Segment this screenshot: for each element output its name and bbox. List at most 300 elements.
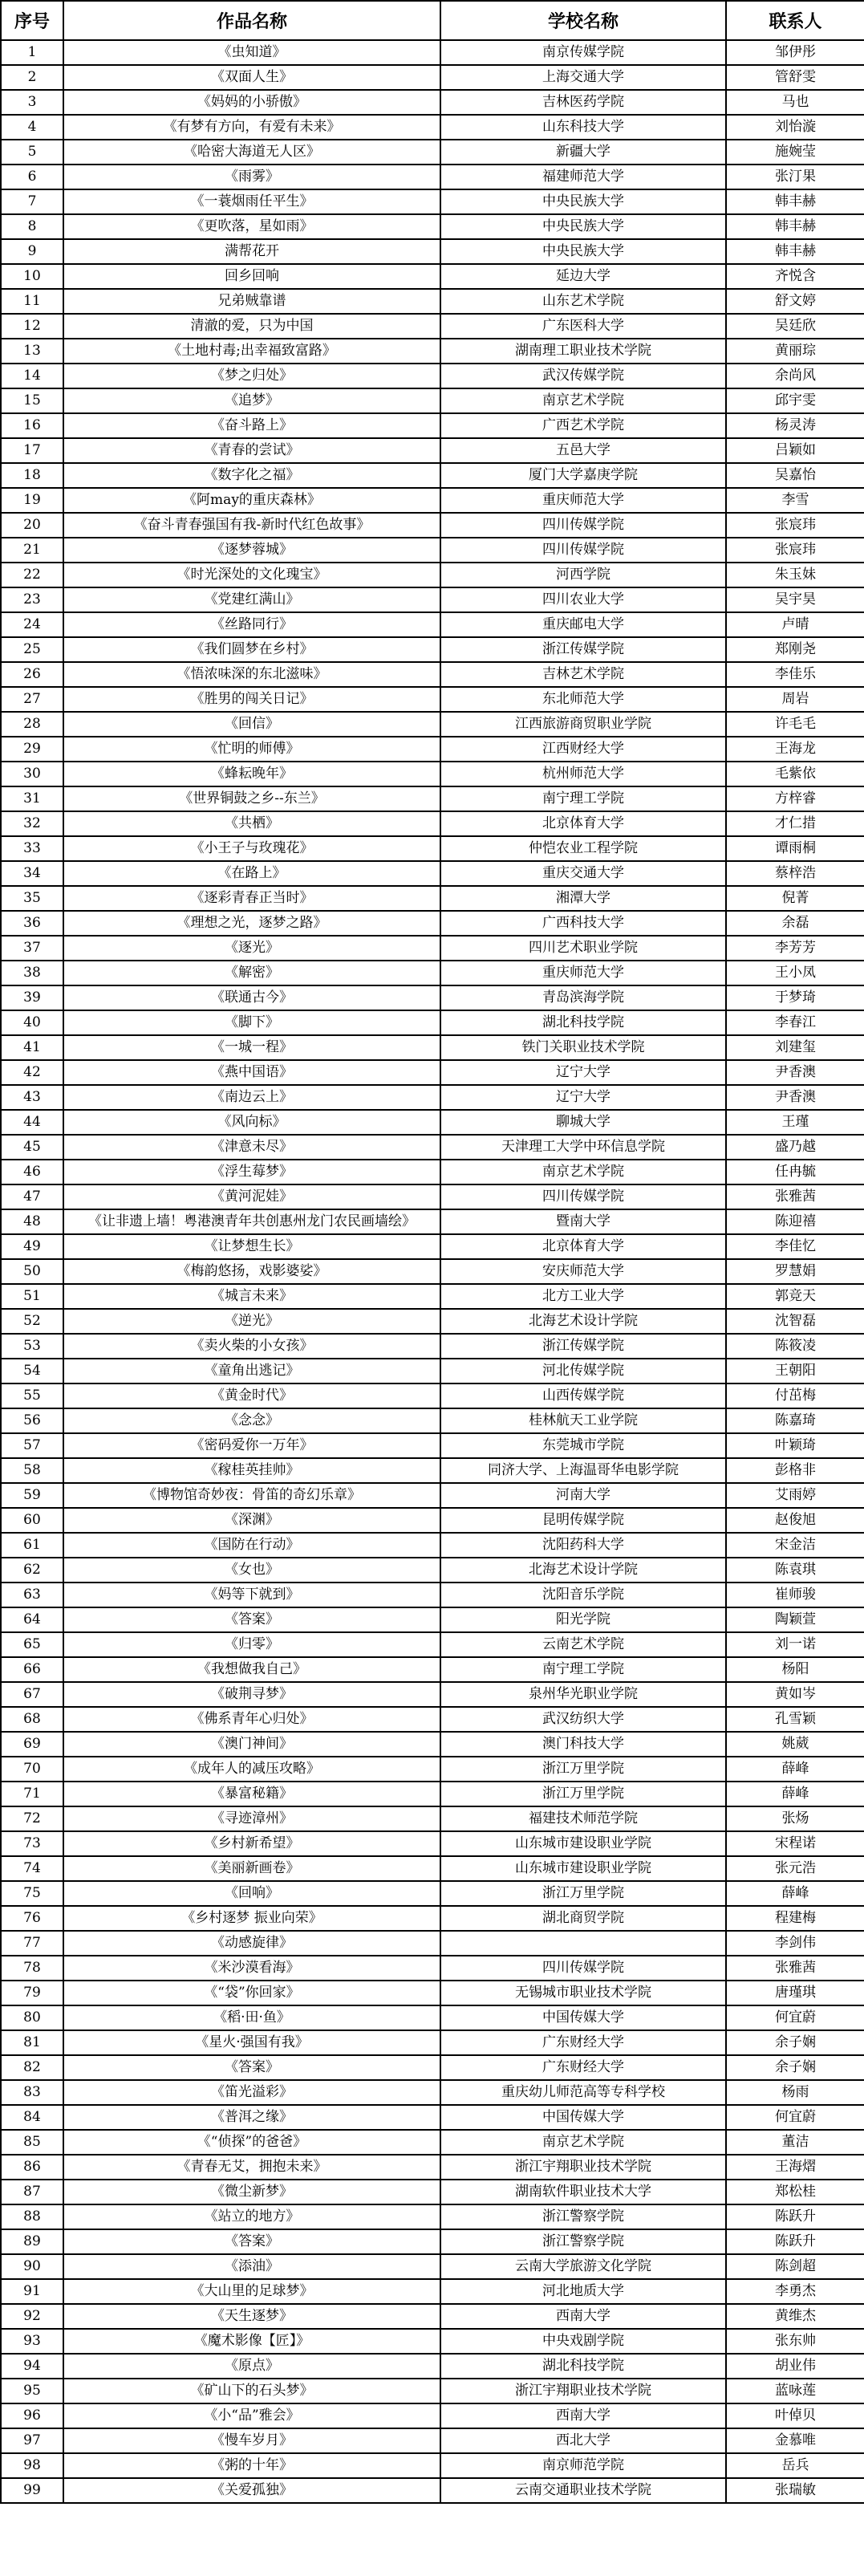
row-index: 40 bbox=[1, 1010, 63, 1035]
work-title: 《更吹落，星如雨》 bbox=[63, 214, 440, 239]
school-name bbox=[440, 1931, 726, 1956]
work-title: 回乡回响 bbox=[63, 264, 440, 289]
work-title: 《津意未尽》 bbox=[63, 1135, 440, 1160]
table-row bbox=[1, 1508, 864, 1533]
table-row bbox=[1, 1160, 864, 1184]
row-index: 19 bbox=[1, 488, 63, 513]
work-title: 《青春的尝试》 bbox=[63, 438, 440, 463]
school-name: 河北地质大学 bbox=[440, 2279, 726, 2304]
school-name: 重庆师范大学 bbox=[440, 961, 726, 985]
school-name: 湖南软件职业技术大学 bbox=[440, 2180, 726, 2204]
work-title: 《逆光》 bbox=[63, 1309, 440, 1334]
school-name: 福建技术师范学院 bbox=[440, 1806, 726, 1831]
school-name: 江西旅游商贸职业学院 bbox=[440, 712, 726, 737]
contact-person: 李佳乐 bbox=[726, 662, 864, 687]
contact-person: 崔师骏 bbox=[726, 1583, 864, 1607]
table-row bbox=[1, 2130, 864, 2155]
work-title: 《回信》 bbox=[63, 712, 440, 737]
work-title: 《成年人的减压攻略》 bbox=[63, 1757, 440, 1782]
row-index: 21 bbox=[1, 538, 63, 563]
contact-person: 薛峰 bbox=[726, 1782, 864, 1806]
school-name: 中央戏剧学院 bbox=[440, 2329, 726, 2354]
table-row bbox=[1, 836, 864, 861]
school-name: 广西科技大学 bbox=[440, 911, 726, 936]
table-row bbox=[1, 1483, 864, 1508]
row-index: 60 bbox=[1, 1508, 63, 1533]
table-row bbox=[1, 1632, 864, 1657]
row-index: 25 bbox=[1, 637, 63, 662]
contact-person: 李雪 bbox=[726, 488, 864, 513]
row-index: 97 bbox=[1, 2428, 63, 2453]
work-title: 《“侦探”的爸爸》 bbox=[63, 2130, 440, 2155]
contact-person: 邱宇雯 bbox=[726, 388, 864, 413]
work-title: 《梅韵悠扬，戏影婆娑》 bbox=[63, 1259, 440, 1284]
school-name: 澳门科技大学 bbox=[440, 1732, 726, 1757]
work-title: 《数字化之福》 bbox=[63, 463, 440, 488]
contact-person: 叶倬贝 bbox=[726, 2403, 864, 2428]
table-row bbox=[1, 339, 864, 364]
work-title: 《女也》 bbox=[63, 1558, 440, 1583]
table-row bbox=[1, 2304, 864, 2329]
contact-person: 刘一诺 bbox=[726, 1632, 864, 1657]
work-title: 《小“品”雅会》 bbox=[63, 2403, 440, 2428]
row-index: 64 bbox=[1, 1607, 63, 1632]
work-title: 《青春无艾，拥抱未来》 bbox=[63, 2155, 440, 2180]
contact-person: 吴嘉怡 bbox=[726, 463, 864, 488]
table-row bbox=[1, 687, 864, 712]
work-title: 《米沙漠看海》 bbox=[63, 1956, 440, 1981]
work-title: 《忙明的师傅》 bbox=[63, 737, 440, 762]
contact-person: 施婉莹 bbox=[726, 140, 864, 165]
contact-person: 郭竞天 bbox=[726, 1284, 864, 1309]
school-name: 山西传媒学院 bbox=[440, 1383, 726, 1408]
work-title: 《稼桂英挂帅》 bbox=[63, 1458, 440, 1483]
table-row bbox=[1, 1607, 864, 1632]
header-contact: 联系人 bbox=[726, 1, 864, 40]
school-name: 重庆师范大学 bbox=[440, 488, 726, 513]
row-index: 32 bbox=[1, 811, 63, 836]
work-title: 《大山里的足球梦》 bbox=[63, 2279, 440, 2304]
work-title: 《我想做我自己》 bbox=[63, 1657, 440, 1682]
contact-person: 舒文婷 bbox=[726, 289, 864, 314]
table-row bbox=[1, 239, 864, 264]
contact-person: 蔡梓浩 bbox=[726, 861, 864, 886]
school-name: 江西财经大学 bbox=[440, 737, 726, 762]
work-title: 《稻·田·鱼》 bbox=[63, 2005, 440, 2030]
school-name: 阳光学院 bbox=[440, 1607, 726, 1632]
work-title: 《浮生莓梦》 bbox=[63, 1160, 440, 1184]
row-index: 59 bbox=[1, 1483, 63, 1508]
contact-person: 黄丽琮 bbox=[726, 339, 864, 364]
work-title: 《博物馆奇妙夜：骨笛的奇幻乐章》 bbox=[63, 1483, 440, 1508]
row-index: 44 bbox=[1, 1110, 63, 1135]
contact-person: 吕颖如 bbox=[726, 438, 864, 463]
contact-person: 张汀果 bbox=[726, 165, 864, 189]
work-title: 《奋斗路上》 bbox=[63, 413, 440, 438]
table-row bbox=[1, 1234, 864, 1259]
row-index: 91 bbox=[1, 2279, 63, 2304]
work-title: 《国防在行动》 bbox=[63, 1533, 440, 1558]
row-index: 74 bbox=[1, 1856, 63, 1881]
contact-person: 王朝阳 bbox=[726, 1359, 864, 1383]
contact-person: 朱玉妹 bbox=[726, 563, 864, 587]
school-name: 西南大学 bbox=[440, 2403, 726, 2428]
school-name: 辽宁大学 bbox=[440, 1085, 726, 1110]
table-row bbox=[1, 264, 864, 289]
table-row bbox=[1, 65, 864, 90]
row-index: 28 bbox=[1, 712, 63, 737]
work-title: 《共栖》 bbox=[63, 811, 440, 836]
row-index: 58 bbox=[1, 1458, 63, 1483]
row-index: 46 bbox=[1, 1160, 63, 1184]
contact-person: 李佳忆 bbox=[726, 1234, 864, 1259]
table-row bbox=[1, 513, 864, 538]
work-title: 《深渊》 bbox=[63, 1508, 440, 1533]
table-row bbox=[1, 2254, 864, 2279]
school-name: 浙江宇翔职业技术学院 bbox=[440, 2379, 726, 2403]
table-row bbox=[1, 1085, 864, 1110]
row-index: 85 bbox=[1, 2130, 63, 2155]
work-title: 《联通古今》 bbox=[63, 985, 440, 1010]
school-name: 吉林医药学院 bbox=[440, 90, 726, 115]
contact-person: 宋金洁 bbox=[726, 1533, 864, 1558]
table-row bbox=[1, 1806, 864, 1831]
row-index: 27 bbox=[1, 687, 63, 712]
contact-person: 董洁 bbox=[726, 2130, 864, 2155]
school-name: 北京体育大学 bbox=[440, 811, 726, 836]
contact-person: 张炀 bbox=[726, 1806, 864, 1831]
contact-person: 刘怡漩 bbox=[726, 115, 864, 140]
contact-person: 韩丰赫 bbox=[726, 189, 864, 214]
row-index: 57 bbox=[1, 1433, 63, 1458]
table-row bbox=[1, 538, 864, 563]
school-name: 福建师范大学 bbox=[440, 165, 726, 189]
work-title: 《普洱之缘》 bbox=[63, 2105, 440, 2130]
school-name: 中国传媒大学 bbox=[440, 2005, 726, 2030]
work-title: 《关爱孤独》 bbox=[63, 2478, 440, 2503]
school-name: 西南大学 bbox=[440, 2304, 726, 2329]
table-body bbox=[1, 40, 864, 2503]
contact-person: 陈迎禧 bbox=[726, 1209, 864, 1234]
work-title: 《密码爱你一万年》 bbox=[63, 1433, 440, 1458]
row-index: 84 bbox=[1, 2105, 63, 2130]
contact-person: 陈跃升 bbox=[726, 2229, 864, 2254]
table-row bbox=[1, 587, 864, 612]
row-index: 4 bbox=[1, 115, 63, 140]
row-index: 55 bbox=[1, 1383, 63, 1408]
school-name: 浙江万里学院 bbox=[440, 1881, 726, 1906]
row-index: 53 bbox=[1, 1334, 63, 1359]
contact-person: 陈嘉琦 bbox=[726, 1408, 864, 1433]
school-name: 南京艺术学院 bbox=[440, 388, 726, 413]
row-index: 3 bbox=[1, 90, 63, 115]
school-name: 云南交通职业技术学院 bbox=[440, 2478, 726, 2503]
table-row bbox=[1, 1881, 864, 1906]
contact-person: 管舒雯 bbox=[726, 65, 864, 90]
header-row bbox=[1, 1, 864, 40]
school-name: 沈阳药科大学 bbox=[440, 1533, 726, 1558]
contact-person: 岳兵 bbox=[726, 2453, 864, 2478]
school-name: 延边大学 bbox=[440, 264, 726, 289]
row-index: 26 bbox=[1, 662, 63, 687]
school-name: 浙江宇翔职业技术学院 bbox=[440, 2155, 726, 2180]
table-row bbox=[1, 1831, 864, 1856]
school-name: 泉州华光职业学院 bbox=[440, 1682, 726, 1707]
contact-person: 马也 bbox=[726, 90, 864, 115]
work-title: 兄弟贼靠谱 bbox=[63, 289, 440, 314]
school-name: 云南艺术学院 bbox=[440, 1632, 726, 1657]
school-name: 云南大学旅游文化学院 bbox=[440, 2254, 726, 2279]
school-name: 中国传媒大学 bbox=[440, 2105, 726, 2130]
work-title: 《雨雾》 bbox=[63, 165, 440, 189]
row-index: 10 bbox=[1, 264, 63, 289]
contact-person: 张元浩 bbox=[726, 1856, 864, 1881]
table-row bbox=[1, 115, 864, 140]
table-row bbox=[1, 388, 864, 413]
school-name: 杭州师范大学 bbox=[440, 762, 726, 786]
school-name: 仲恺农业工程学院 bbox=[440, 836, 726, 861]
contact-person: 倪菁 bbox=[726, 886, 864, 911]
work-title: 《让非遗上墙！粤港澳青年共创惠州龙门农民画墙绘》 bbox=[63, 1209, 440, 1234]
contact-person: 李芳芳 bbox=[726, 936, 864, 961]
row-index: 81 bbox=[1, 2030, 63, 2055]
table-row bbox=[1, 289, 864, 314]
contact-person: 孔雪颖 bbox=[726, 1707, 864, 1732]
table-row bbox=[1, 1035, 864, 1060]
table-row bbox=[1, 737, 864, 762]
table-row bbox=[1, 2229, 864, 2254]
row-index: 52 bbox=[1, 1309, 63, 1334]
work-title: 《答案》 bbox=[63, 1607, 440, 1632]
table-row bbox=[1, 1259, 864, 1284]
work-title: 《站立的地方》 bbox=[63, 2204, 440, 2229]
school-name: 东莞城市学院 bbox=[440, 1433, 726, 1458]
table-row bbox=[1, 2403, 864, 2428]
table-row bbox=[1, 662, 864, 687]
contact-person: 余子娴 bbox=[726, 2055, 864, 2080]
contact-person: 叶颖琦 bbox=[726, 1433, 864, 1458]
school-name: 广东财经大学 bbox=[440, 2030, 726, 2055]
row-index: 63 bbox=[1, 1583, 63, 1607]
work-title: 《原点》 bbox=[63, 2354, 440, 2379]
school-name: 山东科技大学 bbox=[440, 115, 726, 140]
row-index: 66 bbox=[1, 1657, 63, 1682]
table-row bbox=[1, 1732, 864, 1757]
contact-person: 齐悦含 bbox=[726, 264, 864, 289]
school-name: 广东财经大学 bbox=[440, 2055, 726, 2080]
work-title: 清澈的爱，只为中国 bbox=[63, 314, 440, 339]
contact-person: 王瑾 bbox=[726, 1110, 864, 1135]
row-index: 34 bbox=[1, 861, 63, 886]
contact-person: 余子娴 bbox=[726, 2030, 864, 2055]
contact-person: 吴宇昊 bbox=[726, 587, 864, 612]
school-name: 浙江警察学院 bbox=[440, 2229, 726, 2254]
row-index: 75 bbox=[1, 1881, 63, 1906]
school-name: 四川传媒学院 bbox=[440, 513, 726, 538]
table-row bbox=[1, 2155, 864, 2180]
row-index: 62 bbox=[1, 1558, 63, 1583]
work-title: 《城言未来》 bbox=[63, 1284, 440, 1309]
table-row bbox=[1, 2453, 864, 2478]
contact-person: 沈智磊 bbox=[726, 1309, 864, 1334]
contact-person: 胡业伟 bbox=[726, 2354, 864, 2379]
school-name: 河南大学 bbox=[440, 1483, 726, 1508]
contact-person: 赵俊旭 bbox=[726, 1508, 864, 1533]
contact-person: 张宸玮 bbox=[726, 538, 864, 563]
row-index: 16 bbox=[1, 413, 63, 438]
contact-person: 杨雨 bbox=[726, 2080, 864, 2105]
school-name: 五邑大学 bbox=[440, 438, 726, 463]
contact-person: 任冉毓 bbox=[726, 1160, 864, 1184]
school-name: 新疆大学 bbox=[440, 140, 726, 165]
contact-person: 盛乃越 bbox=[726, 1135, 864, 1160]
work-title: 《丝路同行》 bbox=[63, 612, 440, 637]
row-index: 14 bbox=[1, 364, 63, 388]
row-index: 93 bbox=[1, 2329, 63, 2354]
row-index: 36 bbox=[1, 911, 63, 936]
table-row bbox=[1, 1956, 864, 1981]
table-row bbox=[1, 2005, 864, 2030]
school-name: 山东城市建设职业学院 bbox=[440, 1856, 726, 1881]
row-index: 72 bbox=[1, 1806, 63, 1831]
contact-person: 陶颖萱 bbox=[726, 1607, 864, 1632]
work-title: 《“袋”你回家》 bbox=[63, 1981, 440, 2005]
row-index: 31 bbox=[1, 786, 63, 811]
header-title: 作品名称 bbox=[63, 1, 440, 40]
school-name: 昆明传媒学院 bbox=[440, 1508, 726, 1533]
table-row bbox=[1, 1284, 864, 1309]
row-index: 82 bbox=[1, 2055, 63, 2080]
school-name: 聊城大学 bbox=[440, 1110, 726, 1135]
table-row bbox=[1, 2478, 864, 2503]
header-index: 序号 bbox=[1, 1, 63, 40]
row-index: 38 bbox=[1, 961, 63, 985]
row-index: 94 bbox=[1, 2354, 63, 2379]
row-index: 50 bbox=[1, 1259, 63, 1284]
school-name: 东北师范大学 bbox=[440, 687, 726, 712]
row-index: 68 bbox=[1, 1707, 63, 1732]
table-row bbox=[1, 911, 864, 936]
school-name: 湖北科技学院 bbox=[440, 1010, 726, 1035]
row-index: 89 bbox=[1, 2229, 63, 2254]
row-index: 86 bbox=[1, 2155, 63, 2180]
contact-person: 周岩 bbox=[726, 687, 864, 712]
table-row bbox=[1, 2105, 864, 2130]
contact-person: 杨灵涛 bbox=[726, 413, 864, 438]
contact-person: 许毛毛 bbox=[726, 712, 864, 737]
table-row bbox=[1, 463, 864, 488]
table-row bbox=[1, 1657, 864, 1682]
row-index: 54 bbox=[1, 1359, 63, 1383]
school-name: 沈阳音乐学院 bbox=[440, 1583, 726, 1607]
row-index: 99 bbox=[1, 2478, 63, 2503]
row-index: 29 bbox=[1, 737, 63, 762]
work-title: 《我们圆梦在乡村》 bbox=[63, 637, 440, 662]
work-title: 《土地村毒;出幸福致富路》 bbox=[63, 339, 440, 364]
row-index: 20 bbox=[1, 513, 63, 538]
school-name: 南宁理工学院 bbox=[440, 1657, 726, 1682]
work-title: 《燕中国语》 bbox=[63, 1060, 440, 1085]
row-index: 61 bbox=[1, 1533, 63, 1558]
table-row bbox=[1, 1359, 864, 1383]
contact-person: 韩丰赫 bbox=[726, 239, 864, 264]
row-index: 39 bbox=[1, 985, 63, 1010]
contact-person: 金慕唯 bbox=[726, 2428, 864, 2453]
school-name: 浙江万里学院 bbox=[440, 1782, 726, 1806]
work-title: 《微尘新梦》 bbox=[63, 2180, 440, 2204]
row-index: 13 bbox=[1, 339, 63, 364]
work-title: 《逐彩青春正当时》 bbox=[63, 886, 440, 911]
table-row bbox=[1, 1856, 864, 1881]
work-title: 《双面人生》 bbox=[63, 65, 440, 90]
contact-person: 薛峰 bbox=[726, 1757, 864, 1782]
contact-person: 罗慧娟 bbox=[726, 1259, 864, 1284]
school-name: 湘潭大学 bbox=[440, 886, 726, 911]
table-row bbox=[1, 189, 864, 214]
contact-person: 何宜蔚 bbox=[726, 2105, 864, 2130]
row-index: 76 bbox=[1, 1906, 63, 1931]
work-title: 《笛光溢彩》 bbox=[63, 2080, 440, 2105]
work-title: 《奋斗青春强国有我-新时代红色故事》 bbox=[63, 513, 440, 538]
table-row bbox=[1, 563, 864, 587]
row-index: 98 bbox=[1, 2453, 63, 2478]
school-name: 四川传媒学院 bbox=[440, 538, 726, 563]
contact-person: 杨阳 bbox=[726, 1657, 864, 1682]
school-name: 武汉传媒学院 bbox=[440, 364, 726, 388]
row-index: 70 bbox=[1, 1757, 63, 1782]
table-row bbox=[1, 1060, 864, 1085]
row-index: 92 bbox=[1, 2304, 63, 2329]
school-name: 北京体育大学 bbox=[440, 1234, 726, 1259]
contact-person: 余尚风 bbox=[726, 364, 864, 388]
table-row bbox=[1, 2329, 864, 2354]
school-name: 天津理工大学中环信息学院 bbox=[440, 1135, 726, 1160]
school-name: 中央民族大学 bbox=[440, 214, 726, 239]
work-title: 《寻迹漳州》 bbox=[63, 1806, 440, 1831]
work-title: 《破荆寻梦》 bbox=[63, 1682, 440, 1707]
work-title: 《妈妈的小骄傲》 bbox=[63, 90, 440, 115]
school-name: 西北大学 bbox=[440, 2428, 726, 2453]
school-name: 四川传媒学院 bbox=[440, 1184, 726, 1209]
work-title: 《世界铜鼓之乡--东兰》 bbox=[63, 786, 440, 811]
school-name: 南京传媒学院 bbox=[440, 40, 726, 65]
school-name: 河西学院 bbox=[440, 563, 726, 587]
row-index: 48 bbox=[1, 1209, 63, 1234]
school-name: 浙江警察学院 bbox=[440, 2204, 726, 2229]
row-index: 2 bbox=[1, 65, 63, 90]
work-title: 《理想之光，逐梦之路》 bbox=[63, 911, 440, 936]
table-row bbox=[1, 1309, 864, 1334]
work-title: 《答案》 bbox=[63, 2229, 440, 2254]
table-row bbox=[1, 165, 864, 189]
row-index: 30 bbox=[1, 762, 63, 786]
row-index: 42 bbox=[1, 1060, 63, 1085]
work-title: 《星火·强国有我》 bbox=[63, 2030, 440, 2055]
row-index: 80 bbox=[1, 2005, 63, 2030]
contact-person: 张宸玮 bbox=[726, 513, 864, 538]
work-title: 《粥的十年》 bbox=[63, 2453, 440, 2478]
contact-person: 卢晴 bbox=[726, 612, 864, 637]
table-row bbox=[1, 2055, 864, 2080]
school-name: 厦门大学嘉庚学院 bbox=[440, 463, 726, 488]
table-row bbox=[1, 314, 864, 339]
school-name: 北海艺术设计学院 bbox=[440, 1309, 726, 1334]
table-row bbox=[1, 612, 864, 637]
table-row bbox=[1, 811, 864, 836]
contact-person: 于梦琦 bbox=[726, 985, 864, 1010]
work-title: 《逐梦蓉城》 bbox=[63, 538, 440, 563]
table-row bbox=[1, 2279, 864, 2304]
